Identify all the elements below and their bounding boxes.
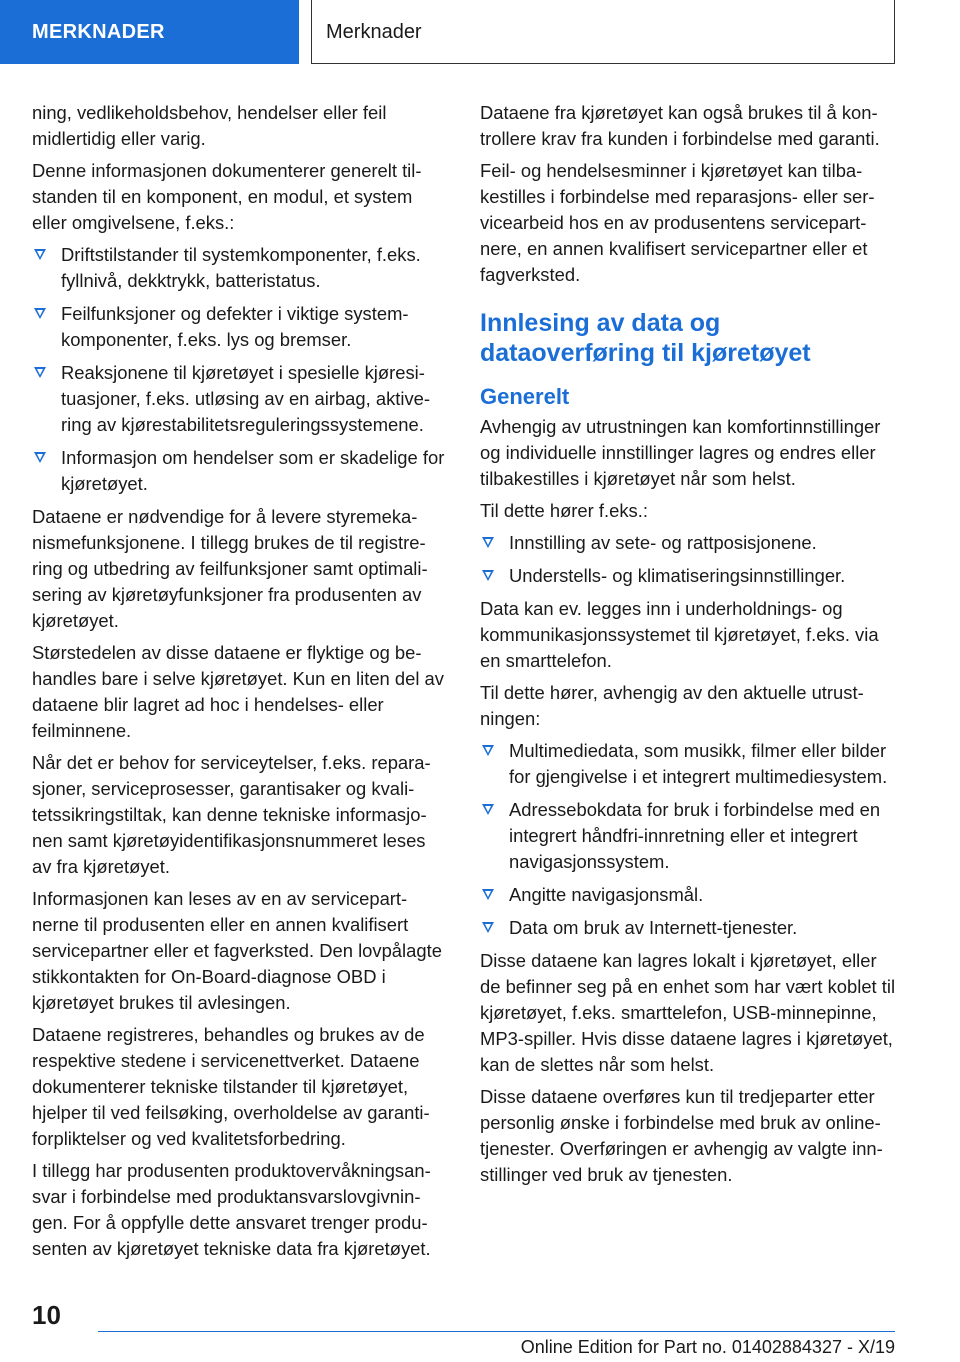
paragraph: I tillegg har produsenten produktovervåkningsansvar i forbindelse med produktansvarslovgivningen. For å oppfylle dette ansvaret trenger produsenten av kjøretøyet tekniske data fra kjøretøyet. <box>32 1160 431 1259</box>
list-item-text: Data om bruk av Internett-tjenester. <box>509 917 798 938</box>
footer-divider <box>98 1331 895 1332</box>
list-item <box>480 882 896 908</box>
triangle-bullet-icon <box>34 367 46 378</box>
list-item <box>32 242 448 294</box>
paragraph: Disse dataene overføres kun til tredjeparter etter personlig ønske i forbindelse med bruk av online-tjenester. Overføringen er avhengig av valgte innstillinger ved bruk av tjenesten. <box>480 1086 883 1185</box>
list-item-text: Feilfunksjoner og defekter i viktige systemkomponenter, f.eks. lys og bremser. <box>61 303 409 350</box>
paragraph: Dataene fra kjøretøyet kan også brukes til å kontrollere krav fra kunden i forbindelse med garanti. <box>480 102 880 149</box>
paragraph: Dataene registreres, behandles og brukes av de respektive stedene i servicenettverket. Dataene dokumenterer tekniske tilstander til kjøretøyet, hjelper til ved feilsøking, overholdelse av garantiforpliktelser og ved kvalitetsforbedring. <box>32 1024 430 1149</box>
list-item-text: Multimediedata, som musikk, filmer eller bilder for gjengivelse i et integrert multimediesystem. <box>509 740 888 787</box>
list-item-text: Innstilling av sete- og rattposisjonene. <box>509 532 817 553</box>
paragraph: Når det er behov for serviceytelser, f.eks. reparasjoner, serviceprosesser, garantisaker og kvalitetssikringstiltak, kan denne tekniske informasjonen samt kjøretøyidentifikasjonsnummeret leses av fra kjøretøyet. <box>32 752 431 877</box>
chapter-title: Merknader <box>311 0 895 64</box>
bullet-list <box>32 242 448 497</box>
list-item-text: Informasjon om hendelser som er skadelige for kjøretøyet. <box>61 447 445 494</box>
right-column <box>480 100 896 1194</box>
triangle-bullet-icon <box>482 922 494 933</box>
list-item-text: Angitte navigasjonsmål. <box>509 884 704 905</box>
triangle-bullet-icon <box>34 308 46 319</box>
paragraph: Avhengig av utrustningen kan komfortinnstillinger og individuelle innstillinger lagres og endres eller tilbakestilles i kjøretøyet når som helst. <box>480 416 881 489</box>
list-item <box>480 797 896 875</box>
list-item-text: Adressebokdata for bruk i forbindelse med en integrert håndfri-innretning eller et integrert navigasjonssystem. <box>509 799 881 872</box>
paragraph: ning, vedlikeholdsbehov, hendelser eller feil midlertidig eller varig. <box>32 102 387 149</box>
list-item <box>480 738 896 790</box>
paragraph: Til dette hører, avhengig av den aktuelle utrustningen: <box>480 682 864 729</box>
paragraph: Denne informasjonen dokumenterer generelt tilstanden til en komponent, en modul, et system eller omgivelsene, f.eks.: <box>32 160 422 233</box>
section-heading: Innlesing av data og dataoverføring til kjøretøyet <box>480 309 811 367</box>
bullet-list <box>480 530 896 589</box>
list-item <box>32 301 448 353</box>
triangle-bullet-icon <box>482 804 494 815</box>
triangle-bullet-icon <box>34 249 46 260</box>
list-item <box>480 530 896 556</box>
triangle-bullet-icon <box>34 452 46 463</box>
triangle-bullet-icon <box>482 745 494 756</box>
footer-edition-text: Online Edition for Part no. 01402884327 - X/19 <box>520 1337 895 1357</box>
triangle-bullet-icon <box>482 570 494 581</box>
paragraph: Disse dataene kan lagres lokalt i kjøretøyet, eller de befinner seg på en enhet som har vært koblet til kjøretøyet, f.eks. smarttelefon, USB-minnepinne, MP3-spiller. Hvis disse dataene lagres i kjøretøyet, kan de slettes når som helst. <box>480 950 896 1075</box>
list-item <box>32 360 448 438</box>
page-number: 10 <box>32 1300 61 1330</box>
triangle-bullet-icon <box>482 889 494 900</box>
paragraph: Data kan ev. legges inn i underholdnings- og kommunikasjonssystemet til kjøretøyet, f.eks. via en smarttelefon. <box>480 598 879 671</box>
list-item <box>480 563 896 589</box>
list-item <box>32 445 448 497</box>
list-item-text: Understells- og klimatiseringsinnstillinger. <box>509 565 846 586</box>
paragraph: Til dette hører f.eks.: <box>480 500 648 521</box>
paragraph: Dataene er nødvendige for å levere styremekanismefunksjonene. I tillegg brukes de til registrering og utbedring av feilfunksjoner samt optimalisering av kjøretøyfunksjoner fra produsenten av kjøretøyet. <box>32 506 428 631</box>
paragraph: Størstedelen av disse dataene er flyktige og behandles bare i selve kjøretøyet. Kun en liten del av dataene blir lagret ad hoc i hendelses- eller feilminnene. <box>32 642 444 741</box>
triangle-bullet-icon <box>482 537 494 548</box>
section-tab: MERKNADER <box>0 0 299 64</box>
paragraph: Informasjonen kan leses av en av servicepartnerne til produsenten eller en annen kvalifisert servicepartner eller et fagverksted. Den lovpålagte stikkontakten for On-Board-diagnose OBD i kjøretøyet brukes til avlesingen. <box>32 888 442 1013</box>
left-column <box>32 100 448 1268</box>
list-item-text: Driftstilstander til systemkomponenter, f.eks. fyllnivå, dekktrykk, batteristatus. <box>61 244 421 291</box>
list-item-text: Reaksjonene til kjøretøyet i spesielle kjøresituasjoner, f.eks. utløsing av en airbag, aktivering av kjørestabilitetsreguleringssystemene. <box>61 362 431 435</box>
subsection-heading: Generelt <box>480 384 570 409</box>
bullet-list <box>480 738 896 941</box>
list-item <box>480 915 896 941</box>
paragraph: Feil- og hendelsesminner i kjøretøyet kan tilbakestilles i forbindelse med reparasjons- eller servicearbeid hos en av produsentens servicepartnere, en annen kvalifisert servicepartner eller et fagverksted. <box>480 160 875 285</box>
